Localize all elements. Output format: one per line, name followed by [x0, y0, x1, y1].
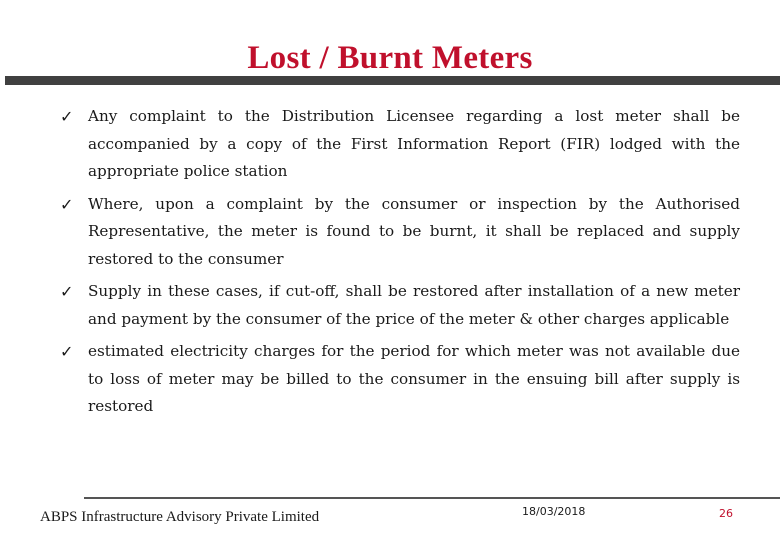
bullet-item — [60, 191, 740, 274]
bullet-text: Where, upon a complaint by the consumer or inspection by the Authorised Representative, the meter is found to be burnt, it shall be replaced and supply restored to the consumer — [88, 194, 740, 268]
bullet-item — [60, 278, 740, 333]
check-mark-icon: ✓ — [60, 194, 74, 214]
footer-date: 18/03/2018 — [522, 505, 586, 518]
title-underline-bar — [5, 76, 780, 85]
footer-divider — [84, 497, 780, 499]
bullet-list — [60, 103, 740, 426]
bullet-text: Supply in these cases, if cut-off, shall be restored after installation of a new meter and payment by the consumer of the price of the meter & other charges applicable — [88, 282, 740, 328]
check-mark-icon: ✓ — [60, 107, 74, 126]
bullet-item — [60, 103, 740, 186]
check-mark-icon: ✓ — [60, 342, 74, 361]
check-mark-icon: ✓ — [60, 282, 74, 301]
bullet-text: Any complaint to the Distribution Licensee regarding a lost meter shall be accompanied by a copy of the First Information Report (FIR) lodged with the appropriate police station — [88, 107, 740, 180]
slide-title: Lost / Burnt Meters — [247, 40, 533, 76]
bullet-item — [60, 338, 740, 421]
bullet-text: estimated electricity charges for the period for which meter was not available due to loss of meter may be billed to the consumer in the ensuing bill after supply is restored — [88, 342, 740, 415]
footer-organization: ABPS Infrastructure Advisory Private Limited — [40, 509, 320, 525]
page-number: 26 — [719, 507, 733, 520]
